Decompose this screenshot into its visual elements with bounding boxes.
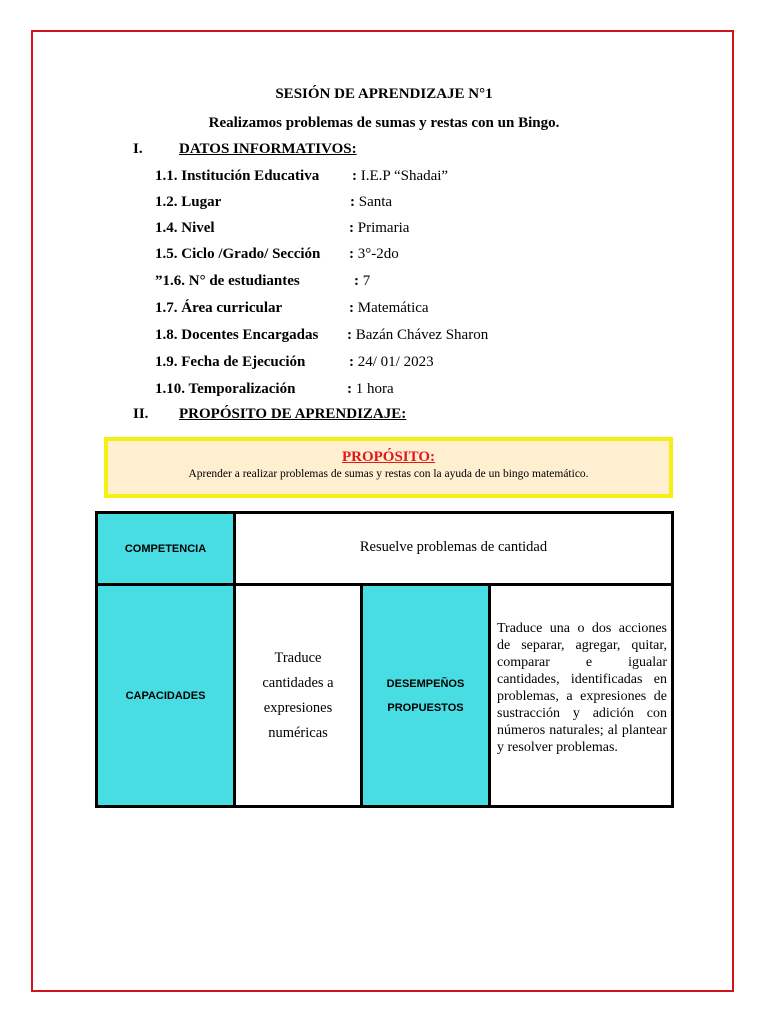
section-title: DATOS INFORMATIVOS: [179,141,357,157]
purpose-text: Aprender a realizar problemas de sumas y restas con la ayuda de un bingo matemático. [188,468,589,480]
purpose-box [104,437,673,498]
info-label: 1.9. Fecha de Ejecución [155,354,306,370]
session-title: SESIÓN DE APRENDIZAJE N°1 [275,86,493,102]
info-label: 1.4. Nivel [155,220,215,236]
info-label: ”1.6. N° de estudiantes [155,273,300,289]
purpose-title: PROPÓSITO: [341,449,436,465]
info-label: 1.5. Ciclo /Grado/ Sección [155,246,321,262]
section-title: PROPÓSITO DE APRENDIZAJE: [179,406,407,422]
capacidades-label: CAPACIDADES [98,586,233,805]
table-row-divider [98,583,671,586]
info-value: : 7 [354,273,371,289]
table-col-divider [488,586,491,805]
section-number: II. [133,406,149,422]
section-proposito [133,406,406,423]
info-value: : Bazán Chávez Sharon [347,327,489,343]
capacidades-value: Traduce cantidades a expresiones numéricas [262,649,334,741]
section-number: I. [133,141,143,157]
info-value: : Matemática [349,300,429,316]
info-label: 1.2. Lugar [155,194,222,210]
info-label: 1.8. Docentes Encargadas [155,327,319,343]
competencias-table [95,511,674,808]
competencia-value: Resuelve problemas de cantidad [359,539,548,555]
info-label: 1.7. Área curricular [155,300,283,316]
desempenos-label: DESEMPEÑOS PROPUESTOS [363,586,488,805]
info-value: : 1 hora [347,381,394,397]
info-label: 1.1. Institución Educativa [155,168,320,184]
info-value: : 24/ 01/ 2023 [349,354,434,370]
info-value: : 3°-2do [349,246,399,262]
session-subtitle: Realizamos problemas de sumas y restas con un Bingo. [208,115,560,131]
table-col-divider [233,514,236,805]
desempenos-value: Traduce una o dos acciones de separar, agregar, quitar, comparar e igualar cantidades, identificadas en problemas, a expresiones de sustracción y adición con números naturales; al plantear y resolver problemas. [497,621,667,755]
competencia-label: COMPETENCIA [98,514,233,583]
info-value: : Primaria [349,220,410,236]
info-label: 1.10. Temporalización [155,381,296,397]
info-value: : Santa [350,194,393,210]
section-datos-informativos [133,141,357,158]
table-col-divider [360,586,363,805]
info-value: : I.E.P “Shadai” [352,168,449,184]
